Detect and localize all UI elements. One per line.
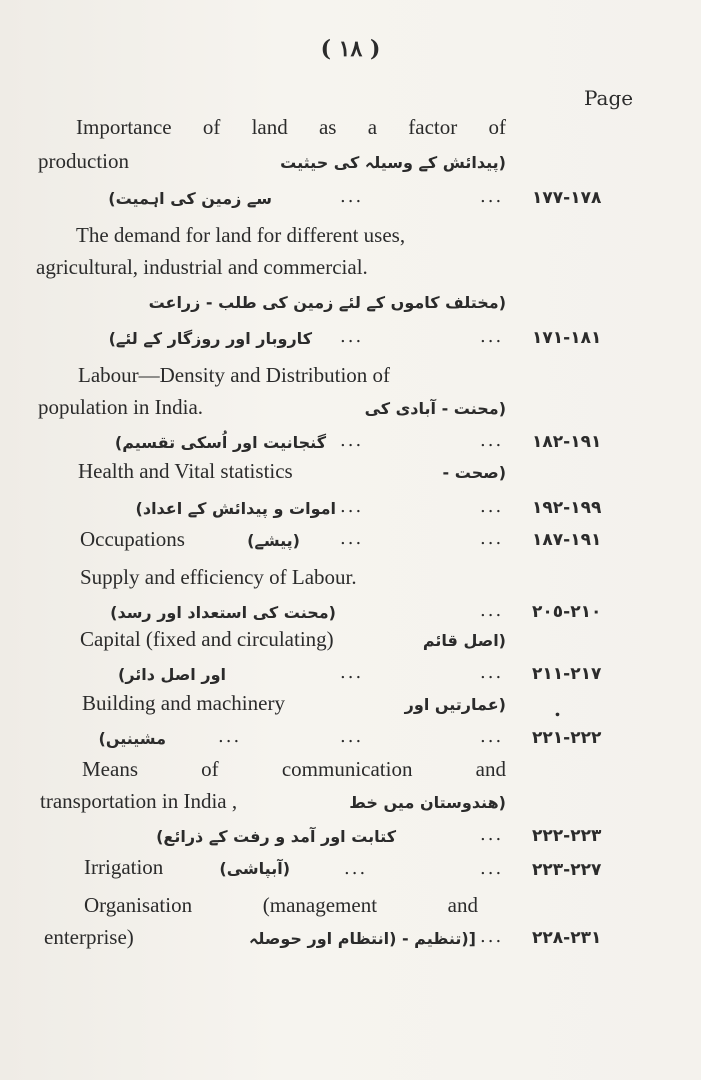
entry-urdu: [(تنظیم - (انتظام اور حوصلہ xyxy=(249,929,476,948)
entry-text: Supply and efficiency of Labour. xyxy=(80,565,357,589)
word: Importance xyxy=(76,115,172,139)
entry-text: Building and machinery xyxy=(82,691,285,715)
word: land xyxy=(251,115,288,139)
leader-dots: ... xyxy=(340,430,364,451)
leader-dots: ... xyxy=(340,326,364,347)
word: Organisation xyxy=(84,893,193,917)
page-range: ١٩١-١٨٢ xyxy=(532,432,602,452)
entry-line xyxy=(38,114,506,140)
word: a xyxy=(367,115,378,139)
word: of xyxy=(488,115,506,139)
entry-urdu: (آبپاشی) xyxy=(219,859,290,878)
entry-text: Labour—Density and Distribution of xyxy=(78,363,391,387)
entry-text: Occupations xyxy=(80,527,185,551)
entry-urdu: (هندوستان میں خط xyxy=(349,793,506,812)
entry-text: Irrigation xyxy=(84,855,164,879)
page-number: ( ١٨ ) xyxy=(320,36,381,62)
entry-urdu: مشینیں) xyxy=(98,729,166,748)
page-range: ٢٣١-٢٢٨ xyxy=(532,928,602,948)
leader-dots: ... xyxy=(344,858,368,879)
leader-dots: ... xyxy=(480,600,504,621)
word: factor xyxy=(408,115,458,139)
entry-text: Health and Vital statistics xyxy=(78,459,293,483)
word: communication xyxy=(281,757,413,781)
leader-dots: ... xyxy=(480,726,504,747)
entry-urdu: (محنت کی استعداد اور رسد) xyxy=(110,603,336,622)
entry-urdu: (عمارتیں اور xyxy=(404,695,506,714)
leader-dots: ... xyxy=(340,528,364,549)
word: and xyxy=(447,893,478,917)
entry-urdu: (پیدائش کے وسیلہ کی حیثیت xyxy=(280,153,506,172)
entry-urdu: گنجانیت اور اُسکی تقسیم) xyxy=(114,433,326,452)
entry-text: production xyxy=(38,149,129,173)
page-range: ٢٢٧-٢٢٣ xyxy=(532,860,602,880)
leader-dots: ... xyxy=(480,824,504,845)
leader-dots: ... xyxy=(480,496,504,517)
entry-text: agricultural, industrial and commercial. xyxy=(36,255,368,279)
page-range: ١٩٩-١٩٢ xyxy=(532,498,602,518)
entry-urdu: (صحت - xyxy=(442,463,506,482)
page-range: ٢٢٣-٢٢٢ xyxy=(532,826,602,846)
entry-urdu: (محنت - آبادی کی xyxy=(364,399,506,418)
page-column-label: Page xyxy=(584,86,634,110)
entry-urdu: کتابت اور آمد و رفت کے ذرائع) xyxy=(156,827,396,846)
leader-dots: ... xyxy=(480,858,504,879)
leader-dots: ... xyxy=(218,726,242,747)
word: and xyxy=(475,757,506,781)
stray-mark: . xyxy=(554,697,561,721)
leader-dots: ... xyxy=(480,926,504,947)
entry-text: Capital (fixed and circulating) xyxy=(80,627,334,651)
entry-urdu: سے زمین کی اہمیت) xyxy=(108,189,272,208)
leader-dots: ... xyxy=(480,326,504,347)
word: Means xyxy=(82,757,138,781)
entry-urdu: اموات و پیدائش کے اعداد) xyxy=(135,499,336,518)
entry-text: The demand for land for different uses, xyxy=(76,223,406,247)
entry-line xyxy=(38,892,478,918)
word: (management xyxy=(262,893,378,917)
entry-line xyxy=(38,756,506,782)
leader-dots: ... xyxy=(480,528,504,549)
entry-urdu: (اصل قائم xyxy=(422,631,506,650)
page-range: ١٧٨-١٧٧ xyxy=(532,188,602,208)
entry-urdu: (مختلف کاموں کے لئے زمین کی طلب - زراعت xyxy=(148,293,506,312)
word: as xyxy=(318,115,337,139)
page-range: ١٩١-١٨٧ xyxy=(532,530,602,550)
leader-dots: ... xyxy=(480,662,504,683)
entry-urdu: کاروبار اور روزگار کے لئے) xyxy=(108,329,312,348)
entry-urdu: (پیشے) xyxy=(247,531,300,550)
entry-text: transportation in India , xyxy=(40,789,238,813)
leader-dots: ... xyxy=(340,662,364,683)
page-range: ١٨١-١٧١ xyxy=(532,328,602,348)
entry-text: population in India. xyxy=(38,395,204,419)
leader-dots: ... xyxy=(340,726,364,747)
page-range: ٢٢٢-٢٢١ xyxy=(532,728,602,748)
word: of xyxy=(202,115,221,139)
leader-dots: ... xyxy=(480,186,504,207)
leader-dots: ... xyxy=(480,430,504,451)
page-range: ٢١٧-٢١١ xyxy=(532,664,602,684)
page-range: ٢١٠-٢٠٥ xyxy=(532,602,602,622)
leader-dots: ... xyxy=(340,186,364,207)
entry-text: enterprise) xyxy=(44,925,134,949)
entry-urdu: اور اصل دائر) xyxy=(118,665,226,684)
leader-dots: ... xyxy=(340,496,364,517)
word: of xyxy=(201,757,219,781)
